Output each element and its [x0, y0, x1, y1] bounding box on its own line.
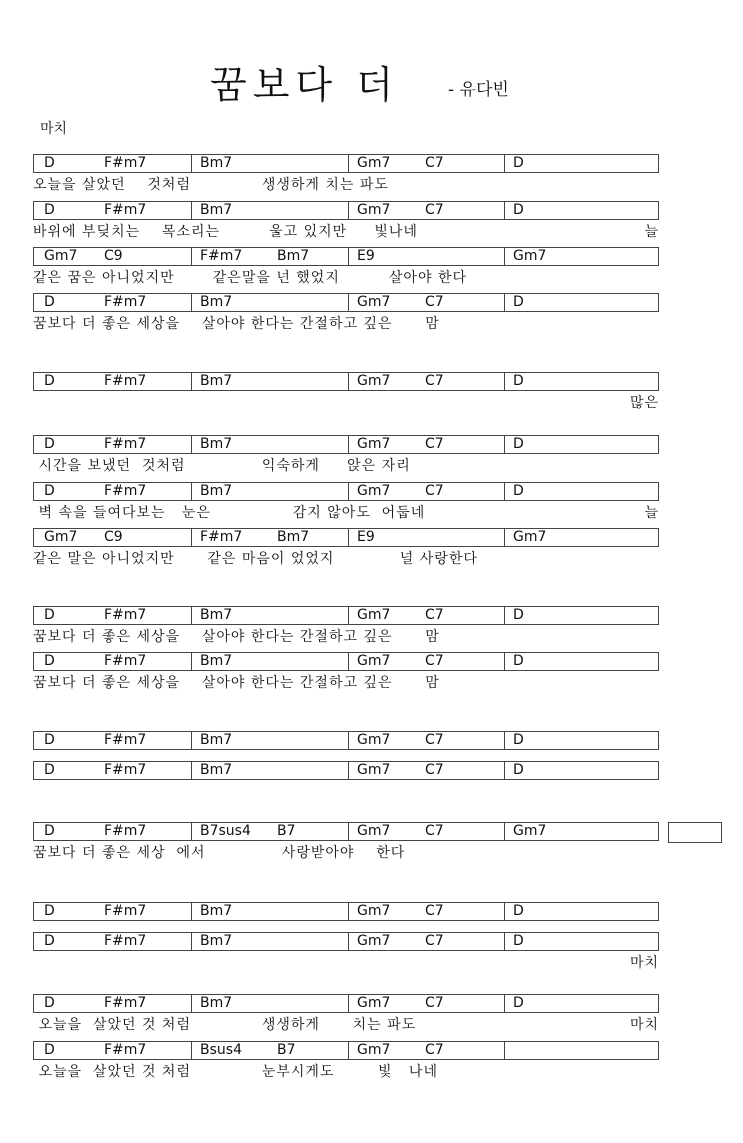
measure-cell	[348, 762, 504, 779]
measure-cell	[348, 436, 504, 453]
lyric-line: 같은 말은 아니었지만 같은 마음이 었었지 널 사랑한다	[33, 551, 478, 567]
chord-symbol: F#m7	[104, 373, 147, 389]
measure-cell	[34, 529, 191, 546]
chord-row	[33, 994, 659, 1013]
measure-cell	[504, 995, 658, 1012]
chord-symbol: F#m7	[104, 202, 147, 218]
measure-cell	[504, 1042, 658, 1059]
song-title: 꿈보다 더	[210, 63, 399, 107]
chord-row	[33, 652, 659, 671]
chord-symbol: C7	[425, 294, 444, 310]
chord-row	[33, 247, 659, 266]
chord-symbol: D	[513, 762, 524, 778]
chord-symbol: F#m7	[200, 248, 243, 264]
intro-label: 마치	[40, 121, 68, 137]
lyric-line: 꿈보다 더 좋은 세상을 살아야 한다는 간절하고 깊은 맘	[33, 675, 440, 691]
lyric-line: 오늘을 살았던 것처럼 생생하게 치는 파도	[33, 177, 389, 193]
chord-symbol: D	[44, 483, 55, 499]
measure-cell	[34, 903, 191, 920]
measure-cell	[34, 762, 191, 779]
chord-symbol: C7	[425, 607, 444, 623]
chord-symbol: Gm7	[357, 653, 391, 669]
chord-symbol: F#m7	[104, 1042, 147, 1058]
chord-symbol: Bm7	[200, 762, 233, 778]
chord-symbol: Bm7	[277, 529, 310, 545]
measure-cell	[348, 995, 504, 1012]
chord-symbol: Gm7	[357, 202, 391, 218]
chord-symbol: D	[44, 294, 55, 310]
chord-symbol: Bm7	[200, 995, 233, 1011]
lyric-line: 꿈보다 더 좋은 세상 에서 사랑받아야 한다	[33, 845, 406, 861]
measure-cell	[348, 202, 504, 219]
measure-cell	[348, 294, 504, 311]
chord-symbol: Gm7	[357, 933, 391, 949]
measure-cell	[348, 483, 504, 500]
measure-cell	[504, 436, 658, 453]
measure-cell	[504, 483, 658, 500]
measure-cell	[34, 1042, 191, 1059]
measure-cell	[191, 436, 348, 453]
chord-symbol: D	[513, 483, 524, 499]
chord-symbol: F#m7	[104, 155, 147, 171]
chord-symbol: Bm7	[200, 294, 233, 310]
measure-cell	[191, 248, 348, 265]
chord-symbol: F#m7	[104, 294, 147, 310]
measure-cell	[504, 653, 658, 670]
chord-symbol: Gm7	[357, 294, 391, 310]
lyric-tail: 마치	[629, 1017, 659, 1033]
measure-cell	[348, 933, 504, 950]
chord-symbol: Bm7	[200, 483, 233, 499]
chord-symbol: Bm7	[200, 202, 233, 218]
chord-symbol: C7	[425, 732, 444, 748]
chord-symbol: Gm7	[357, 762, 391, 778]
measure-cell	[191, 483, 348, 500]
chord-symbol: E9	[357, 248, 375, 264]
chord-symbol: D	[44, 155, 55, 171]
measure-cell	[34, 653, 191, 670]
measure-cell	[504, 762, 658, 779]
measure-cell	[34, 933, 191, 950]
chord-symbol: C7	[425, 653, 444, 669]
chord-symbol: F#m7	[104, 903, 147, 919]
chord-symbol: Bm7	[200, 373, 233, 389]
lyric-line: 벽 속을 들여다보는 눈은 감지 않아도 어둡네	[33, 505, 426, 521]
artist-name: - 유다빈	[448, 80, 509, 100]
chord-symbol: Bsus4	[200, 1042, 242, 1058]
chord-symbol: C7	[425, 202, 444, 218]
chord-symbol: C7	[425, 1042, 444, 1058]
empty-chord-box	[668, 822, 722, 843]
chord-row	[33, 1041, 659, 1060]
measure-cell	[34, 483, 191, 500]
chord-symbol: C7	[425, 903, 444, 919]
chord-symbol: Gm7	[357, 903, 391, 919]
measure-cell	[348, 732, 504, 749]
measure-cell	[191, 933, 348, 950]
measure-cell	[504, 155, 658, 172]
measure-cell	[34, 823, 191, 840]
measure-cell	[504, 202, 658, 219]
chord-symbol: D	[44, 823, 55, 839]
measure-cell	[504, 607, 658, 624]
chord-row	[33, 932, 659, 951]
chord-symbol: F#m7	[104, 762, 147, 778]
chord-row	[33, 293, 659, 312]
chord-symbol: C7	[425, 762, 444, 778]
measure-cell	[191, 294, 348, 311]
chord-symbol: Gm7	[357, 995, 391, 1011]
chord-symbol: Bm7	[200, 732, 233, 748]
chord-symbol: D	[513, 653, 524, 669]
chord-row	[33, 731, 659, 750]
chord-row	[33, 606, 659, 625]
chord-symbol: D	[513, 436, 524, 452]
measure-cell	[34, 248, 191, 265]
chord-symbol: Gm7	[357, 436, 391, 452]
lyric-tail: 마치	[629, 955, 659, 971]
measure-cell	[191, 762, 348, 779]
measure-cell	[34, 995, 191, 1012]
chord-symbol: F#m7	[200, 529, 243, 545]
chord-symbol: B7	[277, 1042, 296, 1058]
chord-symbol: Bm7	[200, 155, 233, 171]
measure-cell	[504, 732, 658, 749]
lyric-tail: 늘	[644, 505, 659, 521]
chord-row	[33, 154, 659, 173]
chord-symbol: C7	[425, 995, 444, 1011]
measure-cell	[34, 155, 191, 172]
chord-symbol: D	[44, 202, 55, 218]
chord-symbol: D	[44, 436, 55, 452]
chord-symbol: D	[44, 995, 55, 1011]
chord-row	[33, 435, 659, 454]
chord-symbol: D	[513, 373, 524, 389]
chord-symbol: Gm7	[357, 732, 391, 748]
chord-symbol: Bm7	[200, 607, 233, 623]
chord-row	[33, 902, 659, 921]
measure-cell	[34, 607, 191, 624]
chord-symbol: C7	[425, 155, 444, 171]
chord-symbol: F#m7	[104, 933, 147, 949]
chord-symbol: Gm7	[357, 483, 391, 499]
measure-cell	[191, 373, 348, 390]
chord-symbol: D	[44, 1042, 55, 1058]
chord-symbol: Gm7	[357, 1042, 391, 1058]
chord-symbol: Bm7	[200, 933, 233, 949]
measure-cell	[34, 732, 191, 749]
lyric-tail: 늘	[644, 224, 659, 240]
measure-cell	[191, 995, 348, 1012]
lyric-line: 시간을 보냈던 것처럼 익숙하게 앉은 자리	[33, 458, 411, 474]
measure-cell	[34, 202, 191, 219]
chord-symbol: D	[513, 732, 524, 748]
chord-symbol: Bm7	[200, 436, 233, 452]
chord-symbol: D	[513, 903, 524, 919]
chord-symbol: Gm7	[357, 823, 391, 839]
chord-row	[33, 482, 659, 501]
measure-cell	[348, 248, 504, 265]
chord-symbol: Bm7	[200, 653, 233, 669]
chord-symbol: C9	[104, 248, 123, 264]
measure-cell	[348, 373, 504, 390]
chord-symbol: D	[513, 202, 524, 218]
chord-symbol: Gm7	[44, 529, 78, 545]
chord-symbol: F#m7	[104, 436, 147, 452]
chord-symbol: Bm7	[277, 248, 310, 264]
measure-cell	[348, 607, 504, 624]
measure-cell	[504, 529, 658, 546]
chord-row	[33, 822, 659, 841]
measure-cell	[34, 436, 191, 453]
measure-cell	[191, 732, 348, 749]
measure-cell	[191, 823, 348, 840]
chord-symbol: Gm7	[357, 155, 391, 171]
chord-symbol: F#m7	[104, 823, 147, 839]
lyric-line: 꿈보다 더 좋은 세상을 살아야 한다는 간절하고 깊은 맘	[33, 316, 440, 332]
chord-symbol: C9	[104, 529, 123, 545]
measure-cell	[191, 903, 348, 920]
chord-symbol: Gm7	[513, 248, 547, 264]
chord-symbol: D	[513, 607, 524, 623]
chord-symbol: D	[44, 933, 55, 949]
chord-symbol: C7	[425, 823, 444, 839]
chord-symbol: D	[44, 373, 55, 389]
measure-cell	[504, 373, 658, 390]
chord-symbol: Gm7	[513, 529, 547, 545]
measure-cell	[504, 933, 658, 950]
measure-cell	[504, 903, 658, 920]
measure-cell	[348, 155, 504, 172]
chord-symbol: D	[513, 933, 524, 949]
chord-symbol: B7	[277, 823, 296, 839]
measure-cell	[191, 607, 348, 624]
lyric-line: 꿈보다 더 좋은 세상을 살아야 한다는 간절하고 깊은 맘	[33, 629, 440, 645]
chord-symbol: D	[513, 155, 524, 171]
measure-cell	[191, 202, 348, 219]
lyric-line: 오늘을 살았던 것 처럼 눈부시게도 빛 나네	[33, 1064, 438, 1080]
measure-cell	[348, 653, 504, 670]
measure-cell	[34, 294, 191, 311]
measure-cell	[348, 529, 504, 546]
chord-symbol: F#m7	[104, 732, 147, 748]
chord-symbol: E9	[357, 529, 375, 545]
lyric-line: 같은 꿈은 아니었지만 같은말을 넌 했었지 살아야 한다	[33, 270, 467, 286]
chord-symbol: F#m7	[104, 995, 147, 1011]
chord-symbol: Gm7	[357, 607, 391, 623]
chord-symbol: F#m7	[104, 483, 147, 499]
chord-symbol: D	[513, 294, 524, 310]
measure-cell	[191, 529, 348, 546]
lyric-line: 바위에 부딪치는 목소리는 울고 있지만 빛나네	[33, 224, 418, 240]
chord-symbol: Gm7	[44, 248, 78, 264]
lyric-tail: 많은	[629, 395, 659, 411]
chord-symbol: Bm7	[200, 903, 233, 919]
chord-symbol: C7	[425, 483, 444, 499]
chord-symbol: F#m7	[104, 607, 147, 623]
measure-cell	[348, 903, 504, 920]
lyric-line: 오늘을 살았던 것 처럼 생생하게 치는 파도	[33, 1017, 417, 1033]
chord-symbol: C7	[425, 933, 444, 949]
chord-row	[33, 201, 659, 220]
chord-symbol: F#m7	[104, 653, 147, 669]
measure-cell	[191, 653, 348, 670]
chord-symbol: Gm7	[513, 823, 547, 839]
measure-cell	[191, 155, 348, 172]
chord-row	[33, 528, 659, 547]
chord-symbol: B7sus4	[200, 823, 251, 839]
chord-symbol: D	[44, 762, 55, 778]
chord-symbol: D	[44, 732, 55, 748]
chord-symbol: D	[44, 903, 55, 919]
measure-cell	[348, 1042, 504, 1059]
measure-cell	[504, 823, 658, 840]
chord-symbol: D	[44, 607, 55, 623]
measure-cell	[348, 823, 504, 840]
chord-row	[33, 372, 659, 391]
measure-cell	[34, 373, 191, 390]
measure-cell	[504, 294, 658, 311]
chord-row	[33, 761, 659, 780]
measure-cell	[504, 248, 658, 265]
chord-symbol: Gm7	[357, 373, 391, 389]
chord-symbol: C7	[425, 373, 444, 389]
measure-cell	[191, 1042, 348, 1059]
chord-symbol: D	[44, 653, 55, 669]
chord-symbol: D	[513, 995, 524, 1011]
chord-symbol: C7	[425, 436, 444, 452]
